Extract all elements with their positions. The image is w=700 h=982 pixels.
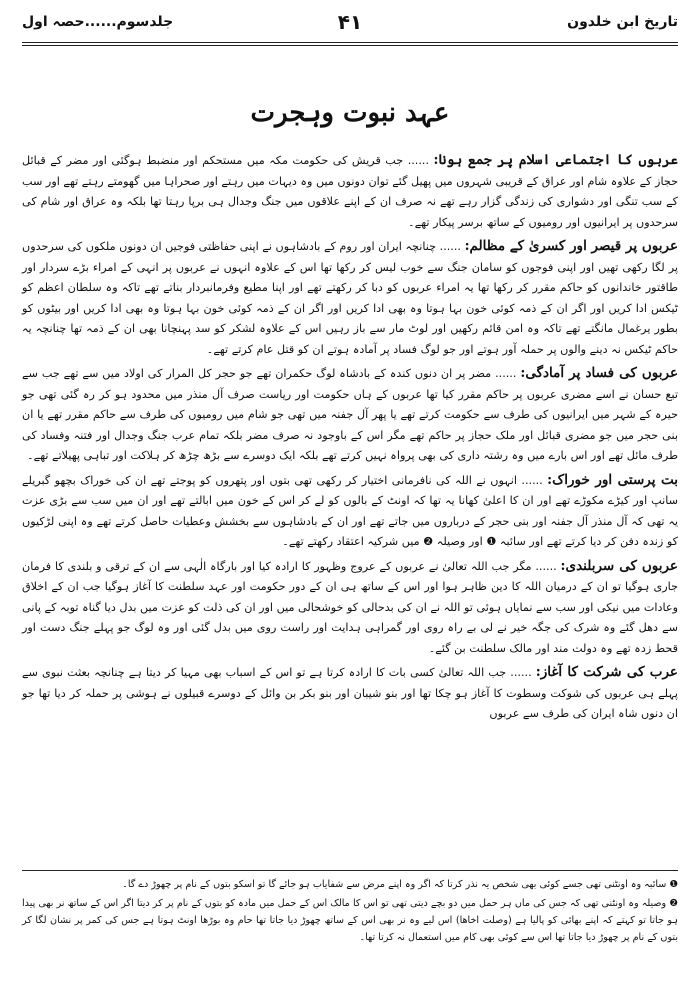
footnote-marker: ❷ (669, 898, 678, 909)
paragraph-idolatry (22, 470, 678, 553)
section-heading: عرب کی شرکت کا آغاز: (535, 664, 678, 680)
main-text (22, 150, 678, 728)
chapter-title: عہد نبوت وہجرت (250, 98, 450, 128)
header-rule-top (22, 42, 678, 43)
section-heading: عربوں کا اجتماعی اسلام پر جمع ہونا: (433, 152, 679, 168)
paragraph-discord (22, 363, 678, 467)
section-text: ...... انہوں نے اللہ کی نافرمانی اختیار کر رکھی تھی بتوں اور پتھروں کو پوجتے تھے ان کی خوراک بچھو گبریلے سانپ اور کیڑے مکوڑے تھے اور ان کا اعلیٰ کھانا یہ تھا کہ اونٹ کے بالوں کو لے کر اس کے خون میں ابالتے تھے اور ان میں سب سے بڑی عزت یہ تھی کہ آل منذر آل جفنہ اور بنی حجر کے درباروں میں جاتے تھے اور ان کے بادشاہوں سے بخشش وعطیات حاصل کرتے تھے وہ اپنی لڑکیوں کو زندہ دفن کر دیا کرتے تھے اور سائبہ ❶ اور وصیلہ ❷ میں شرکیہ اعتقاد رکھتے تھے۔ (22, 473, 678, 548)
section-heading: عربوں کی فساد پر آمادگی: (520, 365, 679, 381)
footnote-text: وصیلہ وہ اونٹنی تھی کہ جس کی ماں ہر حمل میں دو بچے دیتی تھی تو اس کا مالک اس کے حمل میں مادہ کو بتوں کے نام پر کر دیتا اگر اس کے ساتھ نر بھی پیدا ہو جاتا تو کہتے کہ اپنے بھائی کو پالیا ہے (وصلت اخاھا) اس لیے وہ نر بھی اس کے ساتھ چھوڑ دیا جاتا تھا حام وہ بوڑھا اونٹ ہوتا ہے جس کی کمر پر نشان لگا کر بتوں کے نام پر چھوڑ دیا جاتا تھا اس سے کوئی بھی کام میں استعمال نہ کرتا تھا۔ (22, 898, 678, 943)
section-heading: بت پرستی اور خوراک: (547, 471, 679, 488)
section-text: ...... چنانچہ ایران اور روم کے بادشاہوں نے اپنی حفاظتی فوجیں ان دونوں ملکوں کی سرحدوں پر لگا رکھی تھیں اور اپنی فوجوں کو سامان جنگ سے خوب لیس کر رکھا تھا اس کے علاوہ انہوں نے عربوں پر انہی کے امراء بڑے سردار اور طاقتور خاندانوں کو حاکم مقرر کر رکھا تھا یہ امراء عربوں کو دبا کر رکھتے تھے اور اپنا مطیع وفرمانبردار بناتے تھے تاکہ وہ سلطان اعظم کو ٹیکس ادا کریں اور اگر ان کے ذمہ کوئی خون بہا ہوتا وہ بھی ادا کریں اور اگر ان کے ذمہ کوئی خون بہا ہوتا وہ بھی ادا کریں اور بیٹوں کو بطور یرغمال مانگتے تھے تاکہ وہ امن قائم رکھیں اور لوٹ مار سے باز رہیں اس کے علاوہ لشکر کو سد پہنچانا بھی ان کے ذمہ تھا چنانچہ یہ حاکم ٹیکس نہ دینے والوں پر حملہ آور ہوتے اور جو لوگ فساد پر آمادہ ہوتے ان کو قتل عام کرتے تھے۔ (22, 240, 678, 356)
book-title: تاریخ ابن خلدون (567, 14, 678, 30)
footnote-rule (22, 870, 678, 871)
header-rule-bottom (22, 45, 678, 46)
footnote-text: سائبہ وہ اونٹنی تھی جسے کوئی بھی شخص یہ نذر کرتا کہ اگر وہ اپنے مرض سے شفایاب ہو جائے گا تو اسکو بتوں کے نام پر چھوڑ دے گا۔ (122, 879, 667, 890)
paragraph-rise (22, 556, 678, 660)
section-heading: عربوں کی سربلندی: (560, 557, 678, 574)
footnotes (22, 876, 678, 948)
volume-label: جلدسوم......حصہ اول (22, 14, 174, 30)
paragraph-oppression (22, 236, 678, 360)
footnote-marker: ❶ (669, 879, 678, 890)
section-text: ...... مگر جب اللہ تعالیٰ نے عربوں کے عروج وظہور کا ارادہ کیا اور بارگاہ الٰہی سے ان کے ترقی و بلندی کا فرمان جاری ہوگیا تو ان کے درمیان اللہ کا دین ظاہر ہوا اور اس کے ساتھ ہی ان کے دور حکومت اور عہد سلطنت کا آغاز ہوگیا جب ان کے اخلاق وعادات میں نیکی اور سب سے نمایاں ہوئی تو اللہ نے ان کی بدحالی کو خوشحالی میں اور ان کی ذلت کو عزت میں بدل دیا گناہ توبہ کے پانی سے دھل گئے وہ شرک کی جگہ خیر نے لی بے راہ روی اور گمراہی ہدایت اور راست روی میں بدل گئی اور وہ لوگ جو پہلے جنگ دست اور قحط زدہ تھے وہ دولت مند اور مالک سلطنت بن گئے۔ (22, 559, 678, 655)
section-text: ...... جب اللہ تعالیٰ کسی بات کا ارادہ کرتا ہے تو اس کے اسباب بھی مہیا کر دیتا ہے چنانچہ بعثت نبوی سے پہلے ہی عربوں کی شوکت وسطوت کا آغاز ہو چکا تھا اور بنو شیبان اور بنو بکر بن وائل کے دوسرے قبیلوں نے ہوشی پر حملہ کر دیا تھا جو ان دنوں شاہ ایران کی طرف سے عربوں (22, 666, 678, 720)
paragraph-beginning (22, 662, 678, 725)
page-header (22, 10, 678, 40)
footnote-item (22, 895, 678, 946)
paragraph-gathering (22, 150, 678, 233)
page-number: ۴۱ (337, 10, 363, 34)
section-text: ...... جب قریش کی حکومت مکہ میں مستحکم اور منضبط ہوگئی اور مضر کے قبائل حجاز کے علاوہ شام اور عراق کے قریبی شہروں میں پھیل گئے توان دونوں میں وہ دیہات میں رہتے اور صحراہا میں گھومتے رہتے تھے اور سب کے سب تنگی اور دشواری کی زندگی گزار رہے تھے نہ صرف ان کے اپنے علاقوں میں جنگ وجدال ہی برپا رہتا تھا بلکہ وہ عراق اور شام کی سرحدوں پر ایرانیوں اور رومیوں کے ساتھ برسر پیکار تھے۔ (22, 154, 678, 229)
section-heading: عربوں پر قیصر اور کسریٰ کے مظالم: (464, 238, 678, 254)
footnote-item (22, 876, 678, 893)
section-text: ...... مضر پر ان دنوں کندہ کے بادشاہ لوگ حکمران تھے جو حجر کل المرار کی اولاد میں سے تھے جب سے تبع حسان نے اسے مضری عربوں پر حاکم مقرر کیا تھا عربوں کے ہاں حکومت اور ریاست صرف آل منذر میں محدود ہو کر رہ گئی تھی جو حیرہ کے شہر میں ایرانیوں کی طرف سے حکومت کرتے تھے یا پھر آل جفنہ میں تھی جو شام میں رومیوں کی طرف سے حاکم مقرر تھے یا ان بنی حجر میں جو مضری قبائل اور ملک حجاز پر حاکم تھے مگر اس کے باوجود نہ صرف مضر بلکہ تمام عرب جنگ وجدال اور فتنہ وفساد کی طرف مائل تھے اور اس بارے میں وہ رشتہ داری کی بھی پرواہ نہیں کرتے تھے بلکہ ایک دوسرے سے بڑھ چڑھ کر ہلاکت اور تباہی پھیلاتے تھے۔ (22, 367, 678, 462)
